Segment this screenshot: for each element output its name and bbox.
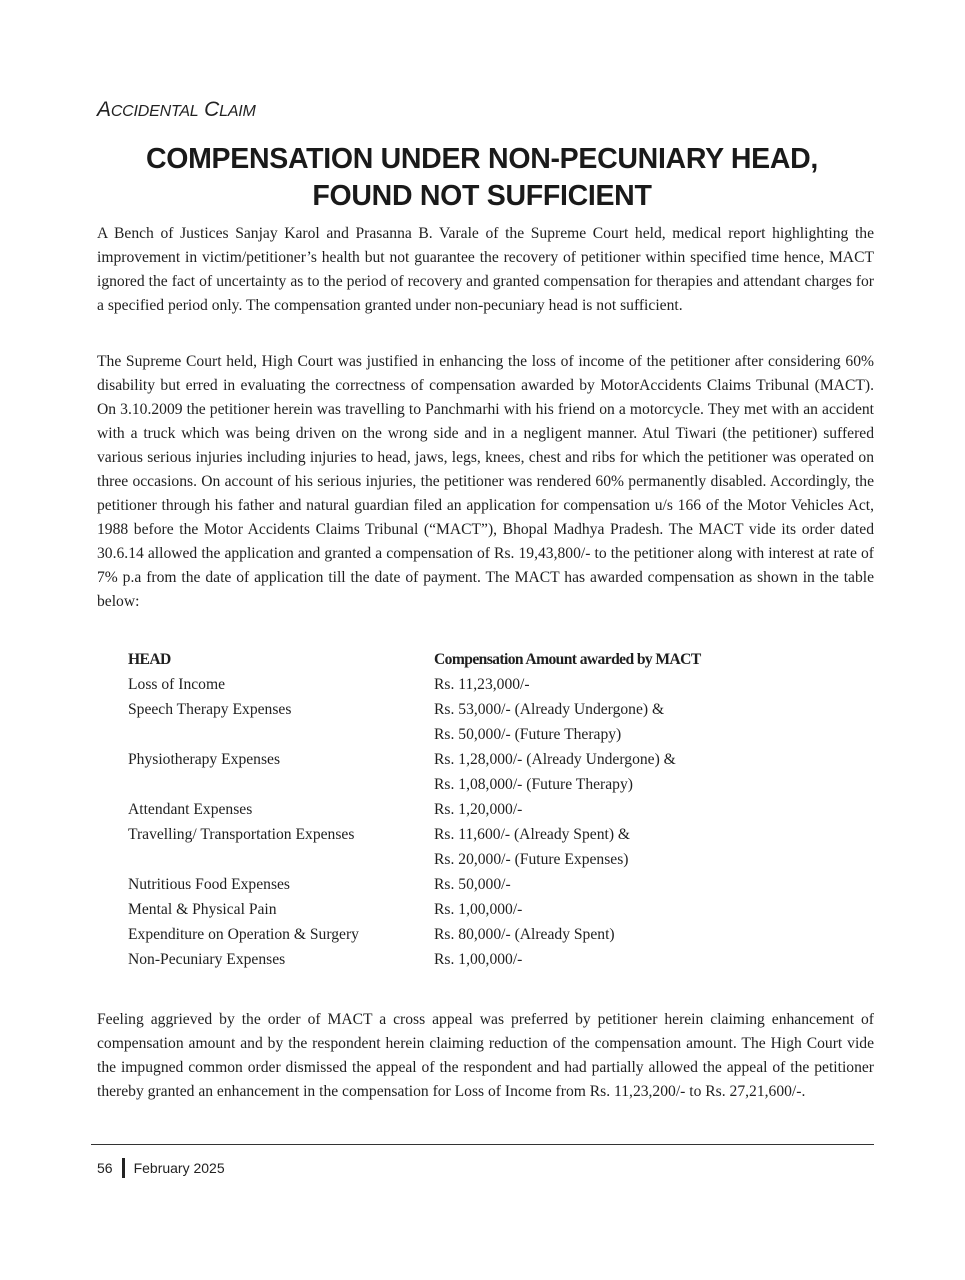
table-cell-amount: [434, 897, 854, 922]
section-label-initial-1: A: [97, 98, 111, 121]
page-footer: [97, 1158, 225, 1178]
table-body: [128, 672, 854, 972]
table-cell-amount: [434, 697, 854, 747]
head-text: Attendant Expenses: [128, 801, 253, 818]
amount-text: Rs. 1,00,000/-: [434, 901, 523, 918]
paragraph-facts: The Supreme Court held, High Court was justified in enhancing the loss of income of the petitioner after considering 60% disability but erred in evaluating the correctness of compensation awarded by MotorAccidents Claims Tribunal (MACT). On 3.10.2009 the petitioner herein was travelling to Panchmarhi with his friend on a motorcycle. They met with an accident with a truck which was being driven on the wrong side and in a negligent manner. Atul Tiwari (the petitioner) suffered various serious injuries including injuries to head, jaws, legs, knees, chest and ribs for which the petitioner was operated on three occasions. On account of his serious injuries, the petitioner was rendered 60% permanently disabled. Accordingly, the petitioner through his father and natural guardian filed an application for compensation u/s 166 of the Motor Vehicles Act, 1988 before the Motor Accidents Claims Tribunal (“MACT”), Bhopal Madhya Pradesh. The MACT vide its order dated 30.6.14 allowed the application and granted a compensation of Rs. 19,43,800/- to the petitioner along with interest at rate of 7% p.a from the date of application till the date of payment. The MACT has awarded compensation as shown in the table below:: [97, 353, 874, 610]
table-cell-amount: [434, 922, 854, 947]
table-row: [128, 897, 854, 922]
section-label: [97, 98, 256, 122]
table-cell-amount: [434, 947, 854, 972]
section-label-rest-2: LAIM: [219, 103, 256, 120]
table-row: [128, 797, 854, 822]
table-row: [128, 922, 854, 947]
table-cell-head: [128, 872, 434, 897]
table-row: [128, 672, 854, 697]
table-cell-head: [128, 797, 434, 822]
headline-line-2: FOUND NOT SUFFICIENT: [312, 180, 652, 212]
table-cell-head: [128, 697, 434, 747]
head-text: Travelling/ Transportation Expenses: [128, 826, 355, 843]
page-number: 56: [97, 1160, 113, 1176]
table-cell-head: [128, 947, 434, 972]
footer-separator: [122, 1158, 125, 1178]
table-header-amount: Compensation Amount awarded by MACT: [434, 651, 701, 668]
amount-text: Rs. 50,000/- (Future Therapy): [434, 726, 622, 743]
amount-text: Rs. 53,000/- (Already Undergone) &: [434, 701, 665, 718]
section-label-rest-1: CCIDENTAL: [110, 103, 199, 120]
table-row: [128, 947, 854, 972]
table-cell-amount: [434, 672, 854, 697]
table-row: [128, 747, 854, 797]
table-cell-head: [128, 922, 434, 947]
article-headline: [97, 141, 867, 215]
table-row: [128, 697, 854, 747]
amount-text: Rs. 20,000/- (Future Expenses): [434, 851, 629, 868]
amount-text: Rs. 1,00,000/-: [434, 951, 523, 968]
compensation-table: [128, 647, 854, 972]
table-cell-head: [128, 897, 434, 922]
headline-line-1: COMPENSATION UNDER NON-PECUNIARY HEAD,: [145, 143, 819, 175]
section-label-initial-2: C: [204, 98, 220, 121]
amount-text: Rs. 11,600/- (Already Spent) &: [434, 826, 631, 843]
amount-text: Rs. 1,28,000/- (Already Undergone) &: [434, 751, 676, 768]
head-text: Nutritious Food Expenses: [128, 876, 290, 893]
table-cell-amount: [434, 747, 854, 797]
paragraph-summary: A Bench of Justices Sanjay Karol and Prasanna B. Varale of the Supreme Court held, medical report highlighting the improvement in victim/petitioner’s health but not guarantee the recovery of petitioner within specified time hence, MACT ignored the fact of uncertainty as to the period of recovery and granted compensation for therapies and attendant charges for a specified period only. The compensation granted under non-pecuniary head is not sufficient.: [97, 225, 874, 314]
head-text: Loss of Income: [128, 676, 226, 693]
table-header-head: HEAD: [128, 651, 171, 668]
issue-date: February 2025: [133, 1160, 225, 1176]
head-text: Speech Therapy Expenses: [128, 701, 292, 718]
head-text: Physiotherapy Expenses: [128, 751, 281, 768]
head-text: Non-Pecuniary Expenses: [128, 951, 286, 968]
paragraph-appeal: Feeling aggrieved by the order of MACT a cross appeal was preferred by petitioner herein claiming enhancement of compensation amount and by the respondent herein claiming reduction of the compensation amount. The High Court vide the impugned common order dismissed the appeal of the respondent and had partially allowed the appeal of the petitioner thereby granted an enhancement in the compensation for Loss of Income from Rs. 11,23,200/- to Rs. 27,21,600/-.: [97, 1011, 874, 1100]
table-row: [128, 872, 854, 897]
table-header-row: [128, 647, 854, 672]
amount-text: Rs. 1,08,000/- (Future Therapy): [434, 776, 633, 793]
amount-text: Rs. 80,000/- (Already Spent): [434, 926, 615, 943]
amount-text: Rs. 11,23,000/-: [434, 676, 530, 693]
head-text: Mental & Physical Pain: [128, 901, 277, 918]
amount-text: Rs. 1,20,000/-: [434, 801, 523, 818]
table-cell-amount: [434, 872, 854, 897]
amount-text: Rs. 50,000/-: [434, 876, 511, 893]
table-cell-head: [128, 672, 434, 697]
footer-divider: [91, 1144, 874, 1145]
table-cell-head: [128, 747, 434, 797]
head-text: Expenditure on Operation & Surgery: [128, 926, 359, 943]
table-cell-amount: [434, 822, 854, 872]
table-cell-head: [128, 822, 434, 872]
table-row: [128, 822, 854, 872]
table-cell-amount: [434, 797, 854, 822]
